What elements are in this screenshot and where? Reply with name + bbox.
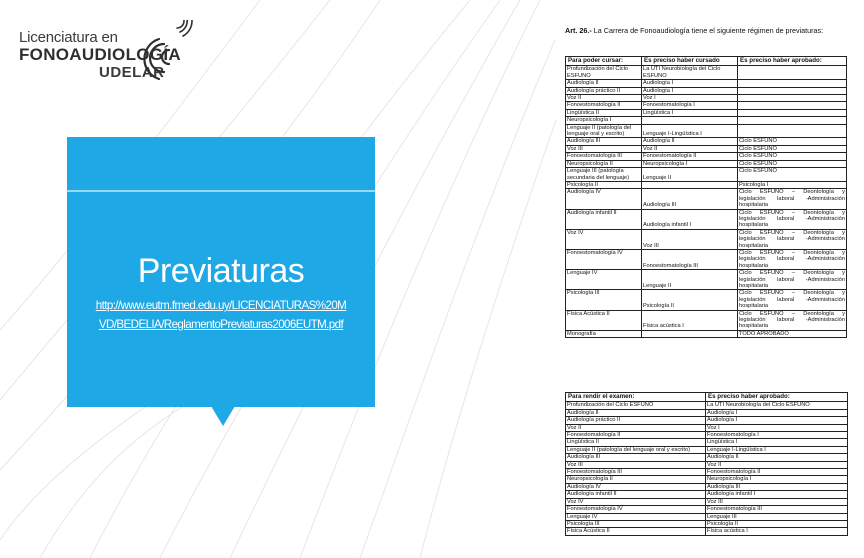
table-row xyxy=(566,290,847,310)
table-row xyxy=(566,439,848,446)
article-body: La Carrera de Fonoaudiología tiene el siguiente régimen de previaturas: xyxy=(593,26,824,35)
table-cell: Neuropsicología I xyxy=(706,476,848,483)
header-cursar: Para poder cursar: xyxy=(566,57,642,66)
sound-waves-icon xyxy=(19,20,199,86)
table-row xyxy=(566,95,847,102)
table-header-row xyxy=(566,393,848,402)
table-cell: Ciclo ESFUNO xyxy=(738,168,847,182)
table-cell: Audiología I xyxy=(642,80,738,87)
table-cell: Ciclo ESFUNO xyxy=(738,153,847,160)
table-cell: Neuropsicología II xyxy=(566,476,706,483)
table-cell: Física Acústica II xyxy=(566,310,642,330)
table-cell: TODO APROBADO xyxy=(738,330,847,337)
table-row xyxy=(566,469,848,476)
table-cell xyxy=(738,109,847,116)
table-cell: Lenguaje II xyxy=(642,270,738,290)
table-cell: Voz III xyxy=(642,229,738,249)
table-cell: Audiología II xyxy=(706,454,848,461)
table-cell: Voz III xyxy=(566,145,642,152)
table-cell: Voz III xyxy=(566,461,706,468)
table-cell: Psicología II xyxy=(706,520,848,527)
table-cell: Ciclo ESFUNO – Deontología y legislación laboral -Administración hospitalaria xyxy=(739,290,845,310)
table-cell: Ciclo ESFUNO xyxy=(738,160,847,167)
table-cell: Audiología I xyxy=(706,417,848,424)
table-cell: Lingüística I xyxy=(706,439,848,446)
article-26-text xyxy=(565,26,845,35)
table-row xyxy=(566,506,848,513)
table-cell: Lenguaje I-Lingüística I xyxy=(706,446,848,453)
table-row xyxy=(566,168,847,182)
table-row xyxy=(566,145,847,152)
cursar-table xyxy=(565,56,847,338)
callout-divider xyxy=(67,190,375,192)
logo-line-licenciatura: Licenciatura en xyxy=(19,29,118,46)
table-cell: Audiología infantil I xyxy=(706,491,848,498)
table-cell: Lenguaje II (patología del lenguaje oral y escrito) xyxy=(566,446,706,453)
table-row xyxy=(566,270,847,290)
table-cell: Profundización del Ciclo ESFUNO xyxy=(566,66,642,80)
table-row xyxy=(566,446,848,453)
reglamento-link-line1[interactable]: http://www.eutm.fmed.edu.uy/LICENCIATURAS%20M xyxy=(95,299,347,312)
table-cell: Fonoestomatología IV xyxy=(566,249,642,269)
table-cell: Fonoestomatología III xyxy=(706,506,848,513)
table-cell: Neuropsicología I xyxy=(566,117,642,124)
table-row xyxy=(566,153,847,160)
table-cell: Audiología II xyxy=(642,138,738,145)
table-cell xyxy=(738,80,847,87)
table-cell xyxy=(642,117,738,124)
table-row xyxy=(566,124,847,138)
table-row xyxy=(566,66,847,80)
table-cell xyxy=(738,66,847,80)
table-cell xyxy=(642,181,738,188)
table-row xyxy=(566,417,848,424)
logo-line-udelar: UDELAR xyxy=(99,64,165,81)
article-number: Art. 26.- xyxy=(565,26,592,35)
table-cell: Fonoestomatología II xyxy=(642,153,738,160)
table-cell: Audiología IV xyxy=(566,189,642,209)
table-row xyxy=(566,330,847,337)
callout-pointer xyxy=(211,406,235,426)
header-aprobado: Es preciso haber aprobado: xyxy=(706,393,848,402)
table-cell: Fonoestomatología III xyxy=(566,153,642,160)
table-row xyxy=(566,189,847,209)
table-cell: Física acústica I xyxy=(706,528,848,535)
table-cell: Monografía xyxy=(566,330,642,337)
table-cell: Fonoestomatología II xyxy=(566,432,706,439)
table-cell: Ciclo ESFUNO xyxy=(738,145,847,152)
table-cell: Fonoestomatología I xyxy=(642,102,738,109)
table-cell: Ciclo ESFUNO – Deontología y legislación laboral -Administración hospitalaria xyxy=(739,249,845,269)
table-row xyxy=(566,80,847,87)
header-cursado: Es preciso haber cursado xyxy=(642,57,738,66)
table-cell: Audiología práctico II xyxy=(566,417,706,424)
table-row xyxy=(566,160,847,167)
table-cell: Neuropsicología I xyxy=(642,160,738,167)
table-cell: Física Acústica II xyxy=(566,528,706,535)
table-cell: Ciclo ESFUNO – Deontología y legislación laboral -Administración hospitalaria xyxy=(739,229,845,249)
table-cell xyxy=(738,95,847,102)
reglamento-link-line2[interactable]: VD/BEDELIA/ReglamentoPreviaturas2006EUTM.pdf xyxy=(98,318,344,331)
table-cell xyxy=(738,117,847,124)
table-cell: Fonoestomatología IV xyxy=(566,506,706,513)
table-cell: Voz I xyxy=(706,424,848,431)
table-cell: Voz I xyxy=(642,95,738,102)
previaturas-document xyxy=(562,26,846,535)
table-cell: Profundización del Ciclo ESFUNO xyxy=(566,402,706,409)
table-cell: Ciclo ESFUNO – Deontología y legislación laboral -Administración hospitalaria xyxy=(739,209,845,229)
table-cell: Ciclo ESFUNO xyxy=(738,138,847,145)
table-cell: La UTI Neurobiología del Ciclo ESFUNO xyxy=(642,66,738,80)
table-row xyxy=(566,402,848,409)
table-row xyxy=(566,138,847,145)
table-cell xyxy=(738,102,847,109)
table-row xyxy=(566,528,848,535)
table-row xyxy=(566,513,848,520)
table-cell: Voz II xyxy=(566,424,706,431)
table-cell: Audiología II xyxy=(566,80,642,87)
table-cell: Lingüística II xyxy=(566,109,642,116)
table-row xyxy=(566,209,847,229)
table-cell: Audiología III xyxy=(642,189,738,209)
table-cell: Lenguaje IV xyxy=(566,270,642,290)
table-row xyxy=(566,181,847,188)
table-cell: Fonoestomatología II xyxy=(566,102,642,109)
table-row xyxy=(566,483,848,490)
table-cell: Lenguaje IV xyxy=(566,513,706,520)
table-cell: Audiología I xyxy=(706,409,848,416)
table-cell xyxy=(738,87,847,94)
callout-title: Previaturas xyxy=(137,252,305,290)
table-header-row xyxy=(566,57,847,66)
table-cell: Audiología IV xyxy=(566,483,706,490)
table-cell: Fonoestomatología II xyxy=(706,469,848,476)
table-cell: Audiología infantil I xyxy=(642,209,738,229)
table-row xyxy=(566,229,847,249)
table-cell: Audiología I xyxy=(642,87,738,94)
table-row xyxy=(566,424,848,431)
table-row xyxy=(566,432,848,439)
table-cell: Lingüística II xyxy=(566,439,706,446)
table-cell: Lenguaje III xyxy=(706,513,848,520)
table-row xyxy=(566,117,847,124)
table-cell: Ciclo ESFUNO – Deontología y legislación laboral -Administración hospitalaria xyxy=(739,270,845,289)
table-cell: Audiología práctico II xyxy=(566,87,642,94)
table-cell: Ciclo ESFUNO – Deontología y legislación laboral -Administración hospitalaria xyxy=(739,310,845,330)
header-rendir: Para rendir el examen: xyxy=(566,393,706,402)
logo xyxy=(19,20,199,86)
table-cell: Psicología II xyxy=(566,181,642,188)
table-cell: Lenguaje III (patología secundaria del lenguaje) xyxy=(566,168,642,182)
table-cell: Audiología III xyxy=(566,454,706,461)
table-cell: Lenguaje II (patología del lenguaje oral y escrito) xyxy=(566,124,642,138)
table-cell: Lenguaje I-Lingüística I xyxy=(642,124,738,138)
table-cell: Voz II xyxy=(566,95,642,102)
table-cell: Audiología II xyxy=(566,409,706,416)
table-cell: Voz III xyxy=(706,498,848,505)
table-cell: Fonoestomatología III xyxy=(642,249,738,269)
table-cell: Voz II xyxy=(642,145,738,152)
header-aprobado: Es preciso haber aprobado: xyxy=(738,57,847,66)
examen-table xyxy=(565,392,848,536)
table-row xyxy=(566,409,848,416)
table-row xyxy=(566,520,848,527)
table-row xyxy=(566,249,847,269)
table-cell: Psicología II xyxy=(642,290,738,310)
table-cell: Física acústica I xyxy=(642,310,738,330)
table-row xyxy=(566,461,848,468)
table-cell: Neuropsicología II xyxy=(566,160,642,167)
reglamento-link[interactable] xyxy=(67,296,375,334)
table-cell: La UTI Neurobiología del Ciclo ESFUNO xyxy=(706,402,848,409)
table-cell: Audiología III xyxy=(706,483,848,490)
table-row xyxy=(566,109,847,116)
table-cell: Lenguaje II xyxy=(642,168,738,182)
table-cell: Ciclo ESFUNO – Deontología y legislación laboral -Administración hospitalaria xyxy=(739,189,845,209)
table-cell: Psicología I xyxy=(738,181,847,188)
table-cell: Voz II xyxy=(706,461,848,468)
table-row xyxy=(566,476,848,483)
table-row xyxy=(566,498,848,505)
table-cell: Audiología III xyxy=(566,138,642,145)
table-cell: Audiología infantil II xyxy=(566,209,642,229)
table-cell: Psicología III xyxy=(566,520,706,527)
table-cell: Voz IV xyxy=(566,498,706,505)
table-row xyxy=(566,454,848,461)
table-cell xyxy=(738,124,847,138)
table-row xyxy=(566,310,847,330)
table-cell: Audiología infantil II xyxy=(566,491,706,498)
table-cell: Voz IV xyxy=(566,229,642,249)
logo-line-fonoaudiologia: FONOAUDIOLOGÍA xyxy=(19,45,181,64)
table-row xyxy=(566,491,848,498)
table-cell xyxy=(642,330,738,337)
table-cell: Psicología III xyxy=(566,290,642,310)
table-cell: Fonoestomatología I xyxy=(706,432,848,439)
table-cell: Fonoestomatología III xyxy=(566,469,706,476)
table-row xyxy=(566,87,847,94)
table-row xyxy=(566,102,847,109)
table-cell: Lingüística I xyxy=(642,109,738,116)
